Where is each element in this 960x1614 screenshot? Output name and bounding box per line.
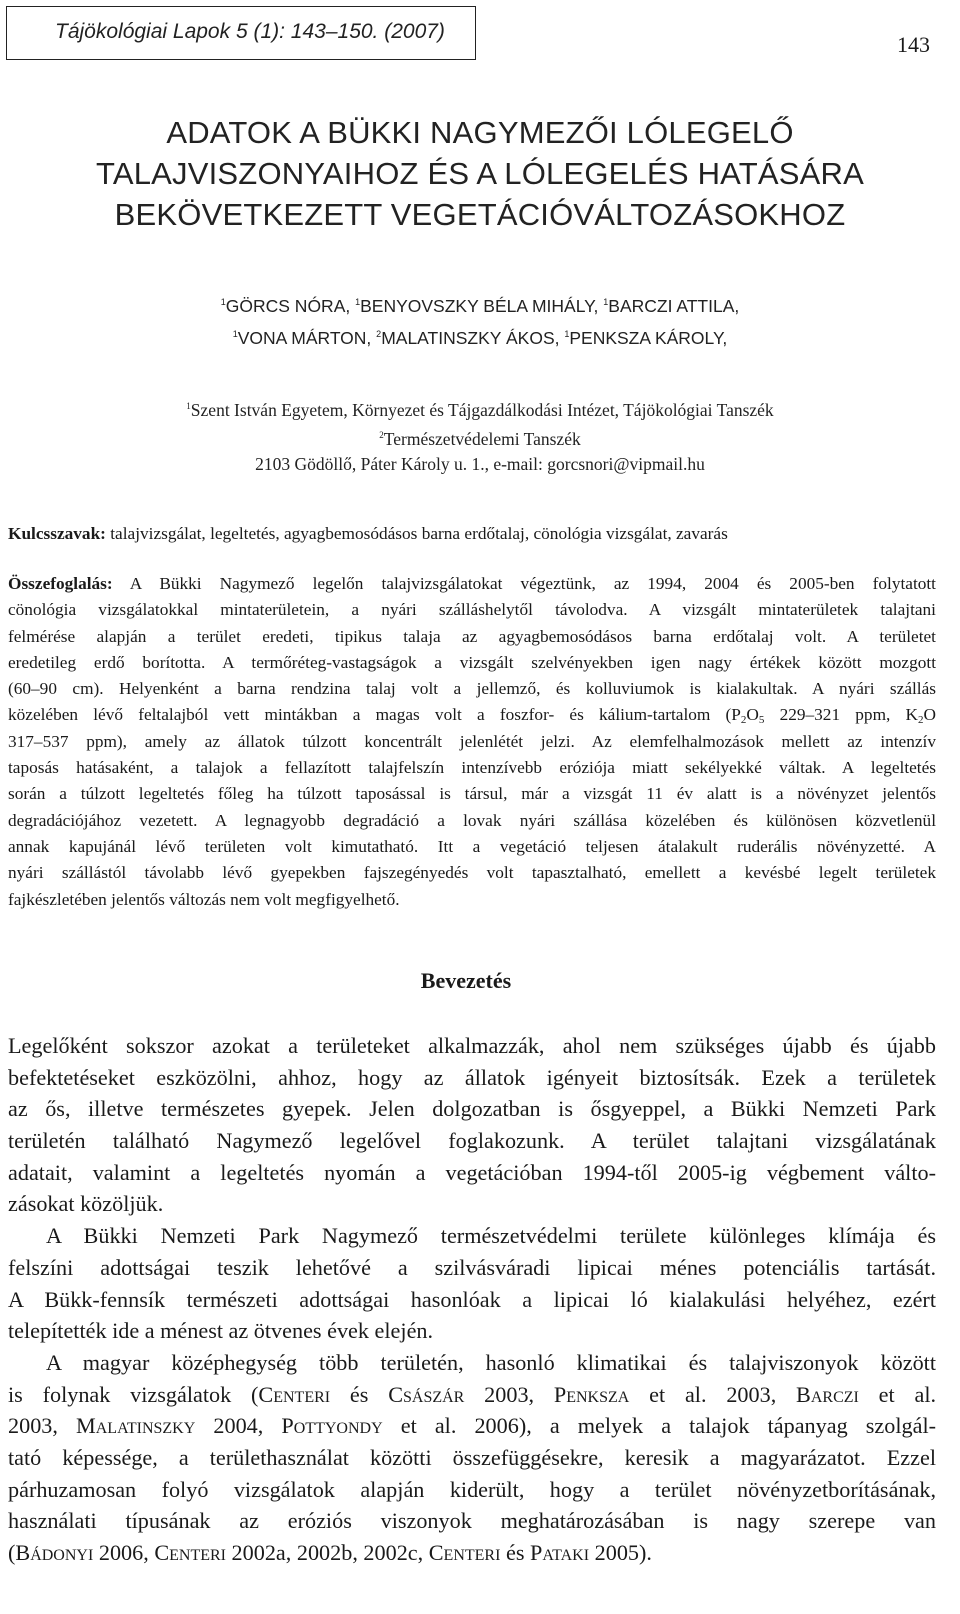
- citation-author: Császár: [388, 1381, 465, 1407]
- body-text-run: és: [500, 1540, 531, 1565]
- citation-author: Barczi: [796, 1381, 859, 1407]
- citation-author: Bádonyi: [15, 1540, 94, 1565]
- body-line: [8, 1410, 936, 1442]
- affiliation-marker: 1: [355, 297, 361, 307]
- abstract-line: cönológia vizsgálatokkal mintaterületein, a nyári szálláshelytől távolodva. A vizsgált mintaterületek talajtani: [8, 600, 936, 620]
- body-text-run: 2004,: [195, 1413, 282, 1439]
- citation-author: Malatinszky: [76, 1413, 196, 1439]
- body-line: tató képessége, a területhasználat közötti összefüggésekre, keresik a magyarázatot. Ezzel: [8, 1444, 936, 1470]
- author-name: BARCZI ATTILA,: [608, 296, 740, 316]
- subscript: 2: [740, 714, 747, 727]
- body-line: A Bükk-fennsík természeti adottságai hasonlóak a lipicai ló kialakulási helyéhez, ezért: [8, 1286, 936, 1312]
- abstract-line: fajkészletében jelentős változás nem volt megfigyelhető.: [8, 889, 400, 909]
- body-text-run: 2003,: [8, 1413, 77, 1439]
- author-name: MALATINSZKY ÁKOS,: [381, 328, 565, 348]
- body-line: A magyar középhegység több területén, hasonló klimatikai és talajviszonyok között: [46, 1349, 936, 1375]
- abstract-line: felmérése alapján a terület eredeti, tipikus talaja az agyagbemosódásos barna erdőtalaj volt. A területet: [8, 626, 936, 646]
- abstract-text: A Bükki Nagymező legelőn talajvizsgálatokat végeztünk, az 1994, 2004 és 2005-ben folytatott: [112, 574, 936, 593]
- journal-citation: Tájökológiai Lapok 5 (1): 143–150. (2007): [55, 20, 445, 43]
- body-line: zásokat közöljük.: [8, 1191, 164, 1217]
- subscript: 2: [918, 714, 924, 727]
- body-line: adatait, valamint a legeltetés nyomán a vegetációban 1994-től 2005-ig végbement válto-: [8, 1159, 936, 1185]
- affiliation-marker: 1: [603, 297, 609, 307]
- abstract-line: során a túlzott legeltetés főleg ha túlzott taposással is társul, már a vizsgát 11 év alatt is a növényzet jelentős: [8, 784, 936, 804]
- abstract-text: 229–321 ppm, K: [764, 705, 919, 725]
- address-line: 2103 Gödöllő, Páter Károly u. 1., e-mail: gorcsnori@vipmail.hu: [255, 454, 705, 474]
- article-title: [0, 112, 960, 235]
- body-text-run: 2006,: [93, 1540, 155, 1565]
- citation-author: Centeri: [154, 1540, 226, 1565]
- body-text-run: (: [8, 1540, 16, 1565]
- body-line: felszíni adottságai teszik lehetővé a szilvásváradi lipicai ménes potenciális tartását.: [8, 1254, 936, 1280]
- body-line: [8, 1379, 936, 1411]
- body-line: telepítették ide a ménest az ötvenes évek elején.: [8, 1318, 434, 1344]
- affiliations: [0, 394, 960, 477]
- body-text-run: 2003,: [464, 1381, 554, 1407]
- abstract-line: [8, 702, 936, 728]
- body-line: Legelőként sokszor azokat a területeket alkalmazzák, ahol nem szükséges újabb és újabb: [8, 1033, 936, 1058]
- affiliation-marker: 1: [564, 329, 570, 339]
- abstract-line: 317–537 ppm), amely az állatok túlzott koncentrált jelenlétét jelzi. Az elemfelhalmozások mellett az intenzív: [8, 731, 936, 751]
- author-name: BENYOVSZKY BÉLA MIHÁLY,: [360, 296, 604, 316]
- abstract-text: O: [746, 705, 759, 725]
- abstract-line: nyári szállástól távolabb lévő gyepekben fajszegényedés volt tapasztalható, emellett a kevésbé legelt területek: [8, 863, 936, 883]
- citation-author: Pataki: [530, 1540, 590, 1565]
- abstract-line: taposás hatásaként, a talajok a fellazított talajfelszín intenzívebb eróziója miatt sekélyekké váltak. A legeltetés: [8, 758, 936, 778]
- abstract-line: eredetileg erdő borította. A termőréteg-vastagságok a vizsgált szelvényekben igen nagy értékek között mozgott: [8, 652, 936, 672]
- author-list: [0, 288, 960, 352]
- body-line: használati típusának az eróziós viszonyok meghatározásában is nagy szerepe van: [8, 1508, 936, 1534]
- affiliation-line: [0, 423, 960, 452]
- body-line: befektetéseket eszközölni, ahhoz, hogy az állatok igényeit biztosítsák. Ezek a területek: [8, 1064, 936, 1090]
- body-line: A Bükki Nemzeti Park Nagymező természetvédelmi területe különleges klímája és: [46, 1223, 936, 1249]
- citation-author: Centeri: [428, 1540, 501, 1565]
- abstract-line: (60–90 cm). Helyenként a barna rendzina talaj volt a jellemző, és kolluviumok is kialakultak. A nyári szállás: [8, 679, 936, 699]
- affiliation-marker: 2: [379, 430, 384, 440]
- abstract-text: közelében lévő feltalajból vett mintákban a magas volt a foszfor- és kálium-tartalom (P: [8, 705, 741, 725]
- citation-author: Pottyondy: [281, 1413, 383, 1439]
- title-line: ADATOK A BÜKKI NAGYMEZŐI LÓLEGELŐ: [166, 115, 794, 150]
- body-text-run: is folynak vizsgálatok (: [8, 1381, 259, 1407]
- abstract-label: Összefoglalás:: [8, 574, 113, 593]
- author-line: [0, 288, 960, 320]
- journal-citation-box: [6, 6, 476, 60]
- affiliation-marker: 2: [376, 329, 382, 339]
- body-text-run: et al. 2006), a melyek a talajok tápanyag szolgál-: [382, 1413, 937, 1439]
- author-name: VONA MÁRTON,: [237, 328, 377, 348]
- title-line: TALAJVISZONYAIHOZ ÉS A LÓLEGELÉS HATÁSÁRA: [96, 156, 864, 191]
- abstract-line: degradációjához vezetett. A legnagyobb degradáció a lovak nyári szállása közelében és különösen közvetlenül: [8, 810, 936, 830]
- keywords: [8, 522, 936, 546]
- abstract-line: annak kapujánál lévő területen volt kimutatható. Itt a vegetáció teljesen átalakult ruderális növényzetté. A: [8, 836, 936, 856]
- affiliation-marker: 1: [232, 329, 238, 339]
- subscript: 5: [758, 714, 765, 727]
- affiliation-text: Szent István Egyetem, Környezet és Tájgazdálkodási Intézet, Tájökológiai Tanszék: [190, 400, 774, 420]
- abstract: [8, 571, 936, 913]
- citation-author: Centeri: [258, 1381, 331, 1407]
- body-line: területén található Nagymező legelővel foglakozunk. A terület talajtani vizsgálatának: [8, 1128, 936, 1154]
- title-line: BEKÖVETKEZETT VEGETÁCIÓVÁLTOZÁSOKHOZ: [114, 197, 846, 232]
- author-name: GÖRCS NÓRA,: [225, 296, 356, 316]
- body-line: az ős, illetve természetes gyepek. Jelen dolgozatban is ősgyeppel, a Bükki Nemzeti Park: [8, 1096, 936, 1122]
- keywords-label: Kulcsszavak:: [8, 524, 106, 543]
- body-text-run: et al. 2003,: [629, 1381, 797, 1407]
- citation-author: Penksza: [553, 1381, 630, 1407]
- body-text-run: 2005).: [589, 1540, 652, 1565]
- page-number: 143: [897, 32, 930, 57]
- body-text-run: 2002a, 2002b, 2002c,: [226, 1540, 429, 1565]
- abstract-line: [8, 571, 936, 597]
- body-text-run: és: [330, 1381, 389, 1407]
- keywords-text: talajvizsgálat, legeltetés, agyagbemosódásos barna erdőtalaj, cönológia vizsgálat, zavarás: [105, 524, 728, 543]
- affiliation-text: Természetvédelemi Tanszék: [383, 429, 581, 449]
- section-heading: Bevezetés: [420, 968, 512, 993]
- affiliation-marker: 1: [186, 401, 191, 411]
- author-line: [0, 320, 960, 352]
- abstract-text: O: [923, 705, 936, 725]
- body-text: [8, 1030, 936, 1569]
- affiliation-line: [0, 394, 960, 423]
- body-text-run: et al.: [858, 1381, 937, 1407]
- affiliation-marker: 1: [220, 297, 226, 307]
- body-line: [8, 1537, 936, 1569]
- body-line: párhuzamosan folyó vizsgálatok alapján kiderült, hogy a terület növényzetborításának,: [8, 1476, 936, 1502]
- author-name: PENKSZA KÁROLY,: [569, 328, 728, 348]
